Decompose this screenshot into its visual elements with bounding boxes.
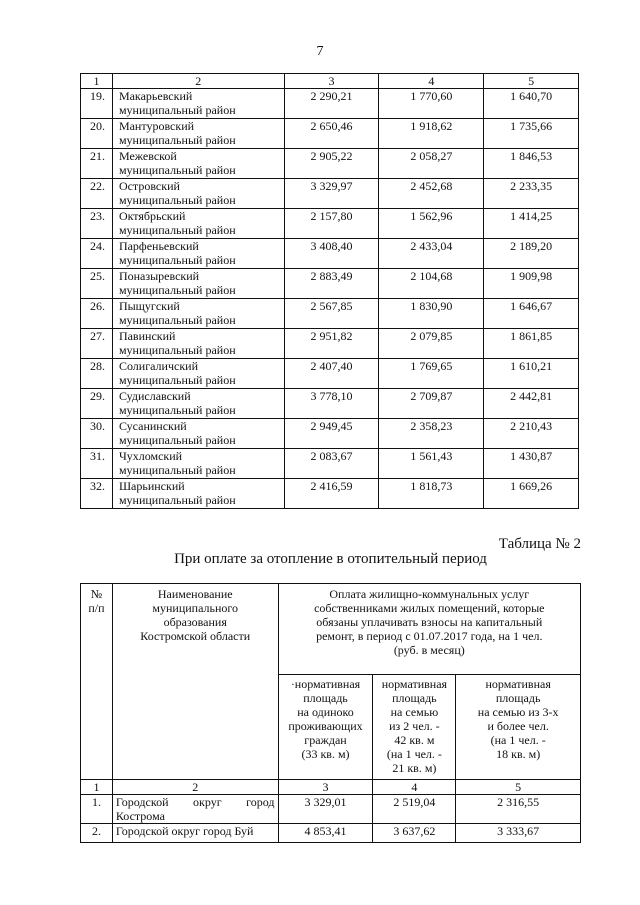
table-2-title: При оплате за отопление в отопительный период bbox=[174, 551, 487, 567]
cell-value: 2 650,46 bbox=[284, 119, 379, 149]
row-number: 30. bbox=[81, 419, 113, 449]
subheader-line: проживающих bbox=[288, 719, 363, 733]
row-name-line: Островский bbox=[118, 179, 180, 193]
row-name-line: Павинский bbox=[118, 329, 176, 343]
row-number: 32. bbox=[81, 479, 113, 509]
subheader-line: площадь bbox=[303, 691, 348, 705]
table-row bbox=[81, 795, 581, 824]
header-group-line: (руб. в месяц) bbox=[393, 643, 465, 657]
row-name-line: Чухломский bbox=[118, 449, 183, 463]
row-name-line: муниципальный район bbox=[118, 463, 236, 477]
cell-value: 2 157,80 bbox=[284, 209, 379, 239]
row-name-line: муниципальный район bbox=[118, 283, 236, 297]
cell-value: 2 452,68 bbox=[379, 179, 484, 209]
cell-value: 1 769,65 bbox=[379, 359, 484, 389]
row-name-line: Макарьевский bbox=[118, 89, 193, 103]
cell-value: 2 883,49 bbox=[284, 269, 379, 299]
cell-value: 2 079,85 bbox=[379, 329, 484, 359]
subheader-line: (на 1 чел. - bbox=[386, 747, 442, 761]
row-number: 23. bbox=[81, 209, 113, 239]
subheader-line: на одиноко bbox=[297, 705, 354, 719]
cell-value: 2 416,59 bbox=[284, 479, 379, 509]
header-group-cell bbox=[278, 584, 580, 675]
cell-value: 1 640,70 bbox=[484, 89, 579, 119]
row-name-line: муниципальный район bbox=[118, 163, 236, 177]
column-number: 4 bbox=[379, 74, 484, 89]
row-name bbox=[112, 179, 284, 209]
cell-value: 1 846,53 bbox=[484, 149, 579, 179]
subheader-line: 18 кв. м) bbox=[496, 747, 541, 761]
cell-value: 1 562,96 bbox=[379, 209, 484, 239]
cell-value: 2 290,21 bbox=[284, 89, 379, 119]
table-row bbox=[81, 239, 579, 269]
row-number: 1. bbox=[81, 795, 113, 824]
row-name-line: муниципальный район bbox=[118, 223, 236, 237]
row-name-line: муниципальный район bbox=[118, 193, 236, 207]
row-name-line: Межевской bbox=[118, 149, 177, 163]
column-number-row bbox=[81, 780, 581, 795]
cell-value: 1 918,62 bbox=[379, 119, 484, 149]
row-number: 20. bbox=[81, 119, 113, 149]
cell-value: 1 646,67 bbox=[484, 299, 579, 329]
table-row bbox=[81, 179, 579, 209]
table-row bbox=[81, 449, 579, 479]
cell-value: 2 233,35 bbox=[484, 179, 579, 209]
subheader-single-cell bbox=[278, 675, 373, 780]
header-group-line: ремонт, в период с 01.07.2017 года, на 1 чел. bbox=[316, 629, 543, 643]
row-name-line: муниципальный район bbox=[118, 103, 236, 117]
row-name-line: Мантуровский bbox=[118, 119, 195, 133]
row-name-line: Октябрьский bbox=[118, 209, 186, 223]
subheader-line: площадь bbox=[392, 691, 437, 705]
table-row bbox=[81, 329, 579, 359]
subheader-line: (33 кв. м) bbox=[301, 747, 350, 761]
row-name-line: Судиславский bbox=[118, 389, 191, 403]
cell-value: 3 329,97 bbox=[284, 179, 379, 209]
row-name-word: Городской bbox=[115, 795, 169, 809]
row-name bbox=[112, 89, 284, 119]
cell-value: 3 778,10 bbox=[284, 389, 379, 419]
table-row bbox=[81, 89, 579, 119]
table-row bbox=[81, 149, 579, 179]
row-number: 25. bbox=[81, 269, 113, 299]
cell-value: 2 407,40 bbox=[284, 359, 379, 389]
cell-value: 2 709,87 bbox=[379, 389, 484, 419]
cell-value: 2 210,43 bbox=[484, 419, 579, 449]
table-2-caption: Таблица № 2 bbox=[498, 536, 581, 552]
column-number: 1 bbox=[81, 780, 113, 795]
row-name-line: муниципальный район bbox=[118, 493, 236, 507]
row-name-line: муниципальный район bbox=[118, 343, 236, 357]
subheader-line: 21 кв. м) bbox=[392, 761, 437, 775]
cell-value: 2 433,04 bbox=[379, 239, 484, 269]
row-name-line: Поназыревский bbox=[118, 269, 200, 283]
row-name bbox=[112, 119, 284, 149]
table-row bbox=[81, 119, 579, 149]
subheader-line: (на 1 чел. - bbox=[490, 733, 546, 747]
cell-value: 2 358,23 bbox=[379, 419, 484, 449]
cell-value: 1 735,66 bbox=[484, 119, 579, 149]
cell-value: 2 058,27 bbox=[379, 149, 484, 179]
header-name-line: муниципального bbox=[152, 601, 239, 615]
row-number: 19. bbox=[81, 89, 113, 119]
row-name-line: Солигаличский bbox=[118, 359, 198, 373]
column-number: 5 bbox=[456, 780, 581, 795]
table-row bbox=[81, 824, 581, 843]
row-name-line: муниципальный район bbox=[118, 133, 236, 147]
tariff-table-1-body bbox=[81, 74, 579, 509]
row-name bbox=[112, 239, 284, 269]
header-group-line: обязаны уплачивать взносы на капитальный bbox=[316, 615, 543, 629]
column-number: 3 bbox=[278, 780, 373, 795]
header-row bbox=[81, 584, 581, 675]
row-number: 27. bbox=[81, 329, 113, 359]
column-number: 2 bbox=[112, 780, 278, 795]
header-group-line: Оплата жилищно-коммунальных услуг bbox=[329, 587, 530, 601]
cell-value: 1 669,26 bbox=[484, 479, 579, 509]
cell-value: 2 519,04 bbox=[373, 795, 456, 824]
cell-value: 2 442,81 bbox=[484, 389, 579, 419]
subheader-line: нормативная bbox=[381, 677, 448, 691]
cell-value: 1 818,73 bbox=[379, 479, 484, 509]
row-name-line bbox=[116, 795, 275, 809]
subheader-line: и более чел. bbox=[487, 719, 549, 733]
cell-value: 1 430,87 bbox=[484, 449, 579, 479]
row-name bbox=[112, 389, 284, 419]
page-number: 7 bbox=[316, 44, 324, 59]
column-number: 2 bbox=[112, 74, 284, 89]
row-number: 31. bbox=[81, 449, 113, 479]
table-row bbox=[81, 419, 579, 449]
tariff-table-1 bbox=[80, 73, 579, 509]
cell-value: 2 951,82 bbox=[284, 329, 379, 359]
row-name-line: муниципальный район bbox=[118, 313, 236, 327]
header-group-line: собственниками жилых помещений, которые bbox=[314, 601, 545, 615]
header-name-cell bbox=[112, 584, 278, 780]
row-name-line: муниципальный район bbox=[118, 403, 236, 417]
subheader-three-persons-cell bbox=[456, 675, 581, 780]
cell-value: 3 637,62 bbox=[373, 824, 456, 843]
row-number: 2. bbox=[81, 824, 113, 843]
row-name bbox=[112, 419, 284, 449]
header-name-line: Наименование bbox=[157, 587, 233, 601]
header-number-cell bbox=[81, 584, 113, 780]
cell-value: 1 414,25 bbox=[484, 209, 579, 239]
row-name: Городской округ город Буй bbox=[112, 824, 278, 843]
table-row bbox=[81, 389, 579, 419]
subheader-line: на семью bbox=[390, 705, 439, 719]
column-number: 1 bbox=[81, 74, 113, 89]
row-name bbox=[112, 479, 284, 509]
row-name-line: Кострома bbox=[115, 809, 165, 823]
cell-value: 1 561,43 bbox=[379, 449, 484, 479]
cell-value: 1 610,21 bbox=[484, 359, 579, 389]
row-number: 24. bbox=[81, 239, 113, 269]
row-name-line: муниципальный район bbox=[118, 433, 236, 447]
row-name-line: Парфеньевский bbox=[118, 239, 199, 253]
cell-value: 2 083,67 bbox=[284, 449, 379, 479]
row-name bbox=[112, 299, 284, 329]
cell-value: 2 905,22 bbox=[284, 149, 379, 179]
subheader-line: из 2 чел. - bbox=[389, 719, 440, 733]
row-number: 26. bbox=[81, 299, 113, 329]
row-name-line: муниципальный район bbox=[118, 373, 236, 387]
header-number-line: № bbox=[90, 587, 103, 601]
row-name bbox=[112, 149, 284, 179]
cell-value: 2 949,45 bbox=[284, 419, 379, 449]
cell-value: 2 104,68 bbox=[379, 269, 484, 299]
column-number: 3 bbox=[284, 74, 379, 89]
subheader-line: на семью из 3-х bbox=[477, 705, 559, 719]
cell-value: 2 316,55 bbox=[456, 795, 581, 824]
header-number-line: п/п bbox=[88, 601, 105, 615]
column-number-row bbox=[81, 74, 579, 89]
column-number: 4 bbox=[373, 780, 456, 795]
subheader-line: нормативная bbox=[485, 677, 551, 691]
row-name-line: Сусанинский bbox=[118, 419, 187, 433]
table-row bbox=[81, 299, 579, 329]
header-name-line: образования bbox=[163, 615, 227, 629]
row-name bbox=[112, 359, 284, 389]
row-name-word: город bbox=[246, 795, 275, 809]
cell-value: 1 909,98 bbox=[484, 269, 579, 299]
table-row bbox=[81, 479, 579, 509]
row-number: 22. bbox=[81, 179, 113, 209]
cell-value: 1 861,85 bbox=[484, 329, 579, 359]
cell-value: 3 408,40 bbox=[284, 239, 379, 269]
header-name-line: Костромской области bbox=[140, 629, 251, 643]
row-number: 28. bbox=[81, 359, 113, 389]
subheader-two-persons-cell bbox=[373, 675, 456, 780]
row-name-line: Пыщугский bbox=[118, 299, 180, 313]
cell-value: 2 189,20 bbox=[484, 239, 579, 269]
row-name bbox=[112, 209, 284, 239]
table-row bbox=[81, 209, 579, 239]
table-row bbox=[81, 359, 579, 389]
column-number: 5 bbox=[484, 74, 579, 89]
cell-value: 2 567,85 bbox=[284, 299, 379, 329]
row-name bbox=[112, 795, 278, 824]
subheader-line: площадь bbox=[495, 691, 541, 705]
cell-value: 4 853,41 bbox=[278, 824, 373, 843]
row-name-word: округ bbox=[193, 795, 222, 809]
row-name bbox=[112, 329, 284, 359]
cell-value: 1 770,60 bbox=[379, 89, 484, 119]
row-name bbox=[112, 449, 284, 479]
cell-value: 1 830,90 bbox=[379, 299, 484, 329]
subheader-line: ·нормативная bbox=[290, 677, 361, 691]
table-row bbox=[81, 269, 579, 299]
row-number: 29. bbox=[81, 389, 113, 419]
row-name bbox=[112, 269, 284, 299]
cell-value: 3 333,67 bbox=[456, 824, 581, 843]
subheader-line: 42 кв. м bbox=[394, 733, 435, 747]
subheader-line: граждан bbox=[304, 733, 347, 747]
tariff-table-2 bbox=[80, 583, 581, 843]
row-name-line: муниципальный район bbox=[118, 253, 236, 267]
cell-value: 3 329,01 bbox=[278, 795, 373, 824]
row-number: 21. bbox=[81, 149, 113, 179]
row-name-line: Шарьинский bbox=[118, 479, 185, 493]
